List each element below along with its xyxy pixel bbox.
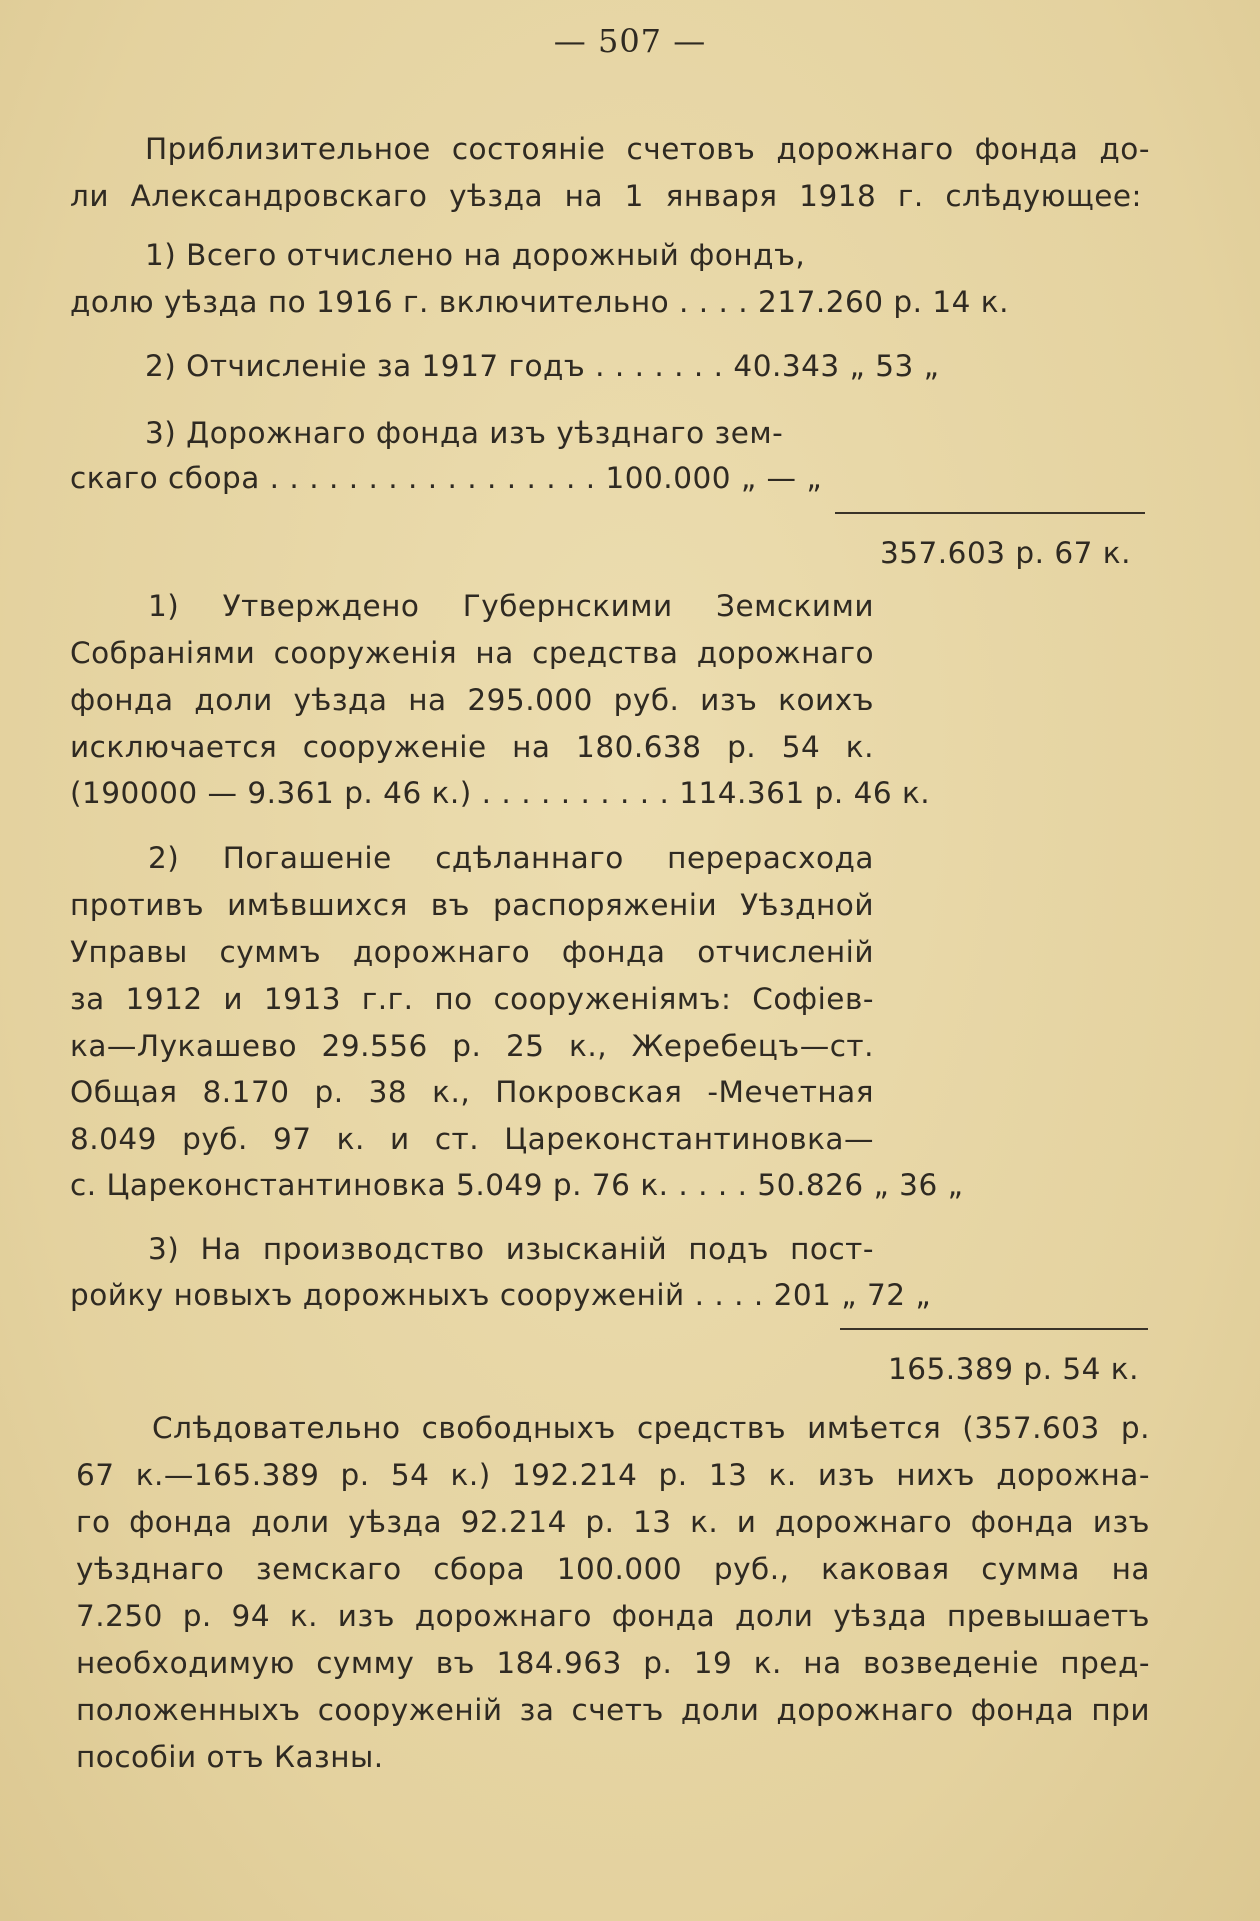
expense-2-line-8: с. Цареконстантиновка 5.049 р. 76 к. . . . . 50.826 „ 36 „ bbox=[70, 1168, 964, 1202]
conclusion-line-3: го фонда доли уѣзда 92.214 р. 13 к. и дорожнаго фонда изъ bbox=[76, 1505, 1150, 1539]
expense-2-line-3: Управы суммъ дорожнаго фонда отчисленiй bbox=[70, 935, 874, 969]
intro-line-2: ли Александровскаго уѣзда на 1 января 1918 г. слѣдующее: bbox=[70, 179, 1142, 213]
expense-1-line-5: (190000 — 9.361 р. 46 к.) . . . . . . . . . . 114.361 р. 46 к. bbox=[70, 776, 931, 810]
expense-1-line-4: исключается сооруженiе на 180.638 р. 54 к. bbox=[70, 730, 874, 764]
intro-line-1: Приблизительное состоянiе счетовъ дорожнаго фонда до- bbox=[145, 132, 1150, 166]
expense-2-line-4: за 1912 и 1913 г.г. по сооруженiямъ: Софiев- bbox=[70, 982, 874, 1016]
conclusion-line-5: 7.250 р. 94 к. изъ дорожнаго фонда доли уѣзда превышаетъ bbox=[76, 1599, 1150, 1633]
expense-2-line-7: 8.049 руб. 97 к. и ст. Цареконстантиновка— bbox=[70, 1122, 874, 1156]
expense-2-line-5: ка—Лукашево 29.556 р. 25 к., Жеребецъ—ст. bbox=[70, 1029, 874, 1063]
expense-3-line-1: 3) На производство изысканiй подъ пост- bbox=[148, 1232, 874, 1266]
conclusion-line-6: необходимую сумму въ 184.963 р. 19 к. на возведенiе пред- bbox=[76, 1646, 1150, 1680]
income-item-3-line-2: скаго сбора . . . . . . . . . . . . . . . . . 100.000 „ — „ bbox=[70, 461, 823, 495]
conclusion-line-7: положенныхъ сооруженiй за счетъ доли дорожнаго фонда при bbox=[76, 1693, 1150, 1727]
income-item-1-line-2: долю уѣзда по 1916 г. включительно . . . . 217.260 р. 14 к. bbox=[70, 285, 1010, 319]
expense-2-line-2: противъ имѣвшихся въ распоряженiи Уѣздной bbox=[70, 888, 874, 922]
conclusion-line-4: уѣзднаго земскаго сбора 100.000 руб., каковая сумма на bbox=[76, 1552, 1150, 1586]
expense-2-line-1: 2) Погашенiе сдѣланнаго перерасхода bbox=[148, 841, 874, 875]
income-item-2: 2) Отчисленiе за 1917 годъ . . . . . . . 40.343 „ 53 „ bbox=[145, 349, 940, 383]
expense-total: 165.389 р. 54 к. bbox=[888, 1352, 1139, 1386]
income-item-1-line-1: 1) Всего отчислено на дорожный фондъ, bbox=[145, 238, 806, 272]
expense-1-line-1: 1) Утверждено Губернскими Земскими bbox=[148, 589, 874, 623]
expense-2-line-6: Общая 8.170 р. 38 к., Покровская -Мечетная bbox=[70, 1075, 874, 1109]
conclusion-line-2: 67 к.—165.389 р. 54 к.) 192.214 р. 13 к. изъ нихъ дорожна- bbox=[76, 1458, 1150, 1492]
expense-3-line-2: ройку новыхъ дорожныхъ сооруженiй . . . . 201 „ 72 „ bbox=[70, 1278, 932, 1312]
expense-1-line-2: Собранiями сооруженiя на средства дорожнаго bbox=[70, 636, 874, 670]
expense-1-line-3: фонда доли уѣзда на 295.000 руб. изъ коихъ bbox=[70, 683, 874, 717]
income-item-3-line-1: 3) Дорожнаго фонда изъ уѣзднаго зем- bbox=[145, 416, 784, 450]
conclusion-line-8: пособiи отъ Казны. bbox=[76, 1740, 384, 1774]
income-sum-rule bbox=[835, 512, 1145, 514]
expense-sum-rule bbox=[840, 1328, 1148, 1330]
conclusion-line-1: Слѣдовательно свободныхъ средствъ имѣется (357.603 р. bbox=[152, 1411, 1150, 1445]
page-number: — 507 — bbox=[553, 22, 707, 60]
income-total: 357.603 р. 67 к. bbox=[880, 536, 1131, 570]
